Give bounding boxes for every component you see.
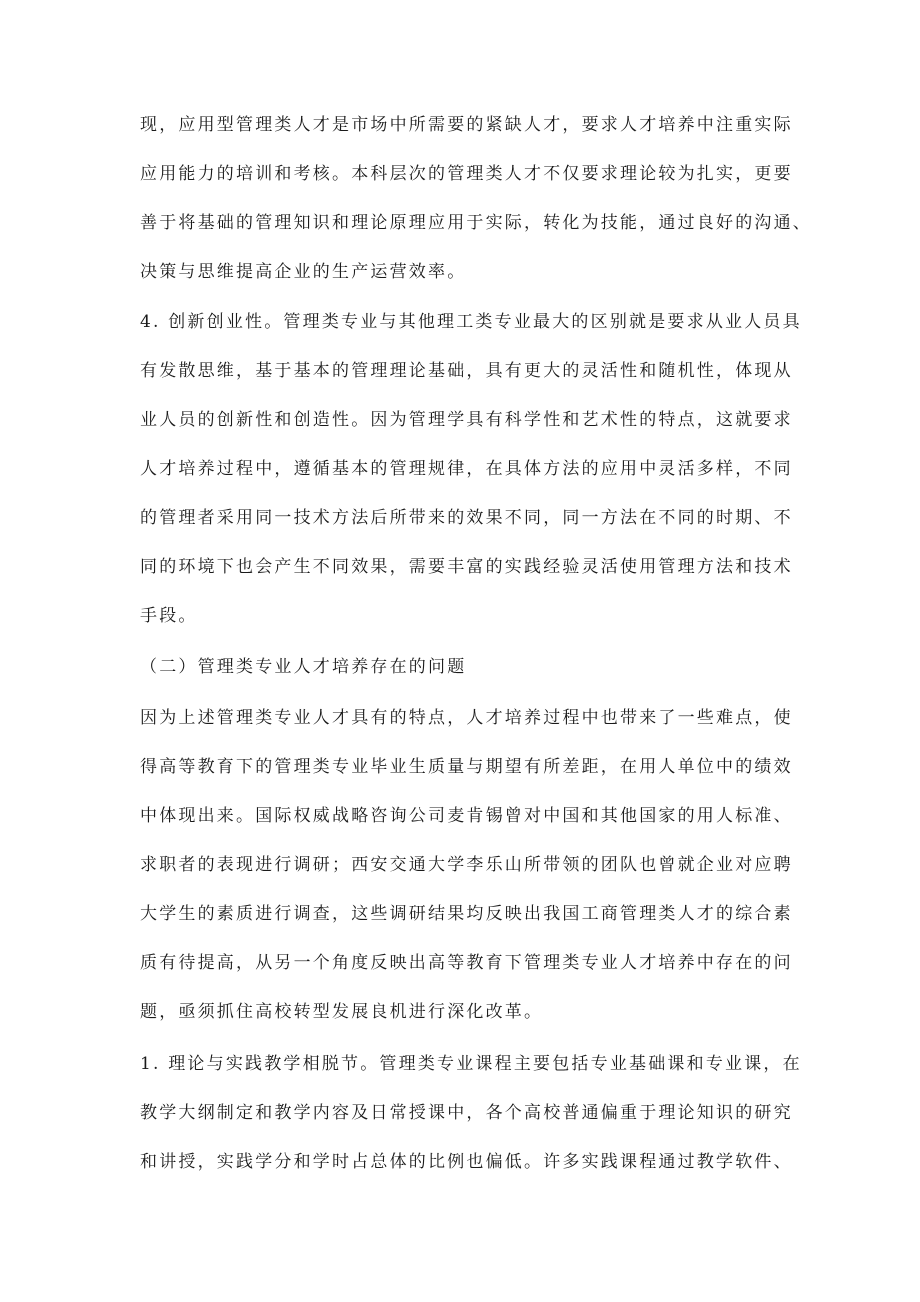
paragraph-line: 因为上述管理类专业人才具有的特点，人才培养过程中也带来了一些难点，使 bbox=[140, 708, 793, 728]
paragraph-line: 现，应用型管理类人才是市场中所需要的紧缺人才，要求人才培养中注重实际 bbox=[140, 115, 793, 135]
section-heading: （二）管理类专业人才培养存在的问题 bbox=[140, 657, 467, 677]
paragraph-line: 手段。 bbox=[140, 606, 198, 626]
paragraph-line: 有发散思维，基于基本的管理理论基础，具有更大的灵活性和随机性，体现从 bbox=[140, 361, 793, 381]
paragraph-line: 求职者的表现进行调研；西安交通大学李乐山所带领的团队也曾就企业对应聘 bbox=[140, 855, 793, 875]
paragraph-line: 中体现出来。国际权威战略咨询公司麦肯锡曾对中国和其他国家的用人标准、 bbox=[140, 806, 793, 826]
paragraph-line: 质有待提高，从另一个角度反映出高等教育下管理类专业人才培养中存在的问 bbox=[140, 953, 793, 973]
paragraph-line: 应用能力的培训和考核。本科层次的管理类人才不仅要求理论较为扎实，更要 bbox=[140, 164, 793, 184]
paragraph-line: 题，亟须抓住高校转型发展良机进行深化改革。 bbox=[140, 1002, 544, 1022]
paragraph-line: 同的环境下也会产生不同效果，需要丰富的实践经验灵活使用管理方法和技术 bbox=[140, 557, 793, 577]
paragraph-line: 得高等教育下的管理类专业毕业生质量与期望有所差距，在用人单位中的绩效 bbox=[140, 757, 793, 777]
paragraph-line: 人才培养过程中，遵循基本的管理规律，在具体方法的应用中灵活多样，不同 bbox=[140, 459, 793, 479]
paragraph-line: 决策与思维提高企业的生产运营效率。 bbox=[140, 262, 467, 282]
paragraph-line: 的管理者采用同一技术方法后所带来的效果不同，同一方法在不同的时期、不 bbox=[140, 508, 793, 528]
paragraph-line: 业人员的创新性和创造性。因为管理学具有科学性和艺术性的特点，这就要求 bbox=[140, 410, 793, 430]
section-item-line: 4. 创新创业性。管理类专业与其他理工类专业最大的区别就是要求从业人员具 bbox=[140, 312, 802, 332]
paragraph-line: 善于将基础的管理知识和理论原理应用于实际，转化为技能，通过良好的沟通、 bbox=[140, 213, 812, 233]
paragraph-line: 教学大纲制定和教学内容及日常授课中，各个高校普通偏重于理论知识的研究 bbox=[140, 1103, 793, 1123]
paragraph-line: 和讲授，实践学分和学时占总体的比例也偏低。许多实践课程通过教学软件、 bbox=[140, 1152, 793, 1172]
section-item-line: 1. 理论与实践教学相脱节。管理类专业课程主要包括专业基础课和专业课，在 bbox=[140, 1054, 802, 1074]
paragraph-line: 大学生的素质进行调查，这些调研结果均反映出我国工商管理类人才的综合素 bbox=[140, 904, 793, 924]
